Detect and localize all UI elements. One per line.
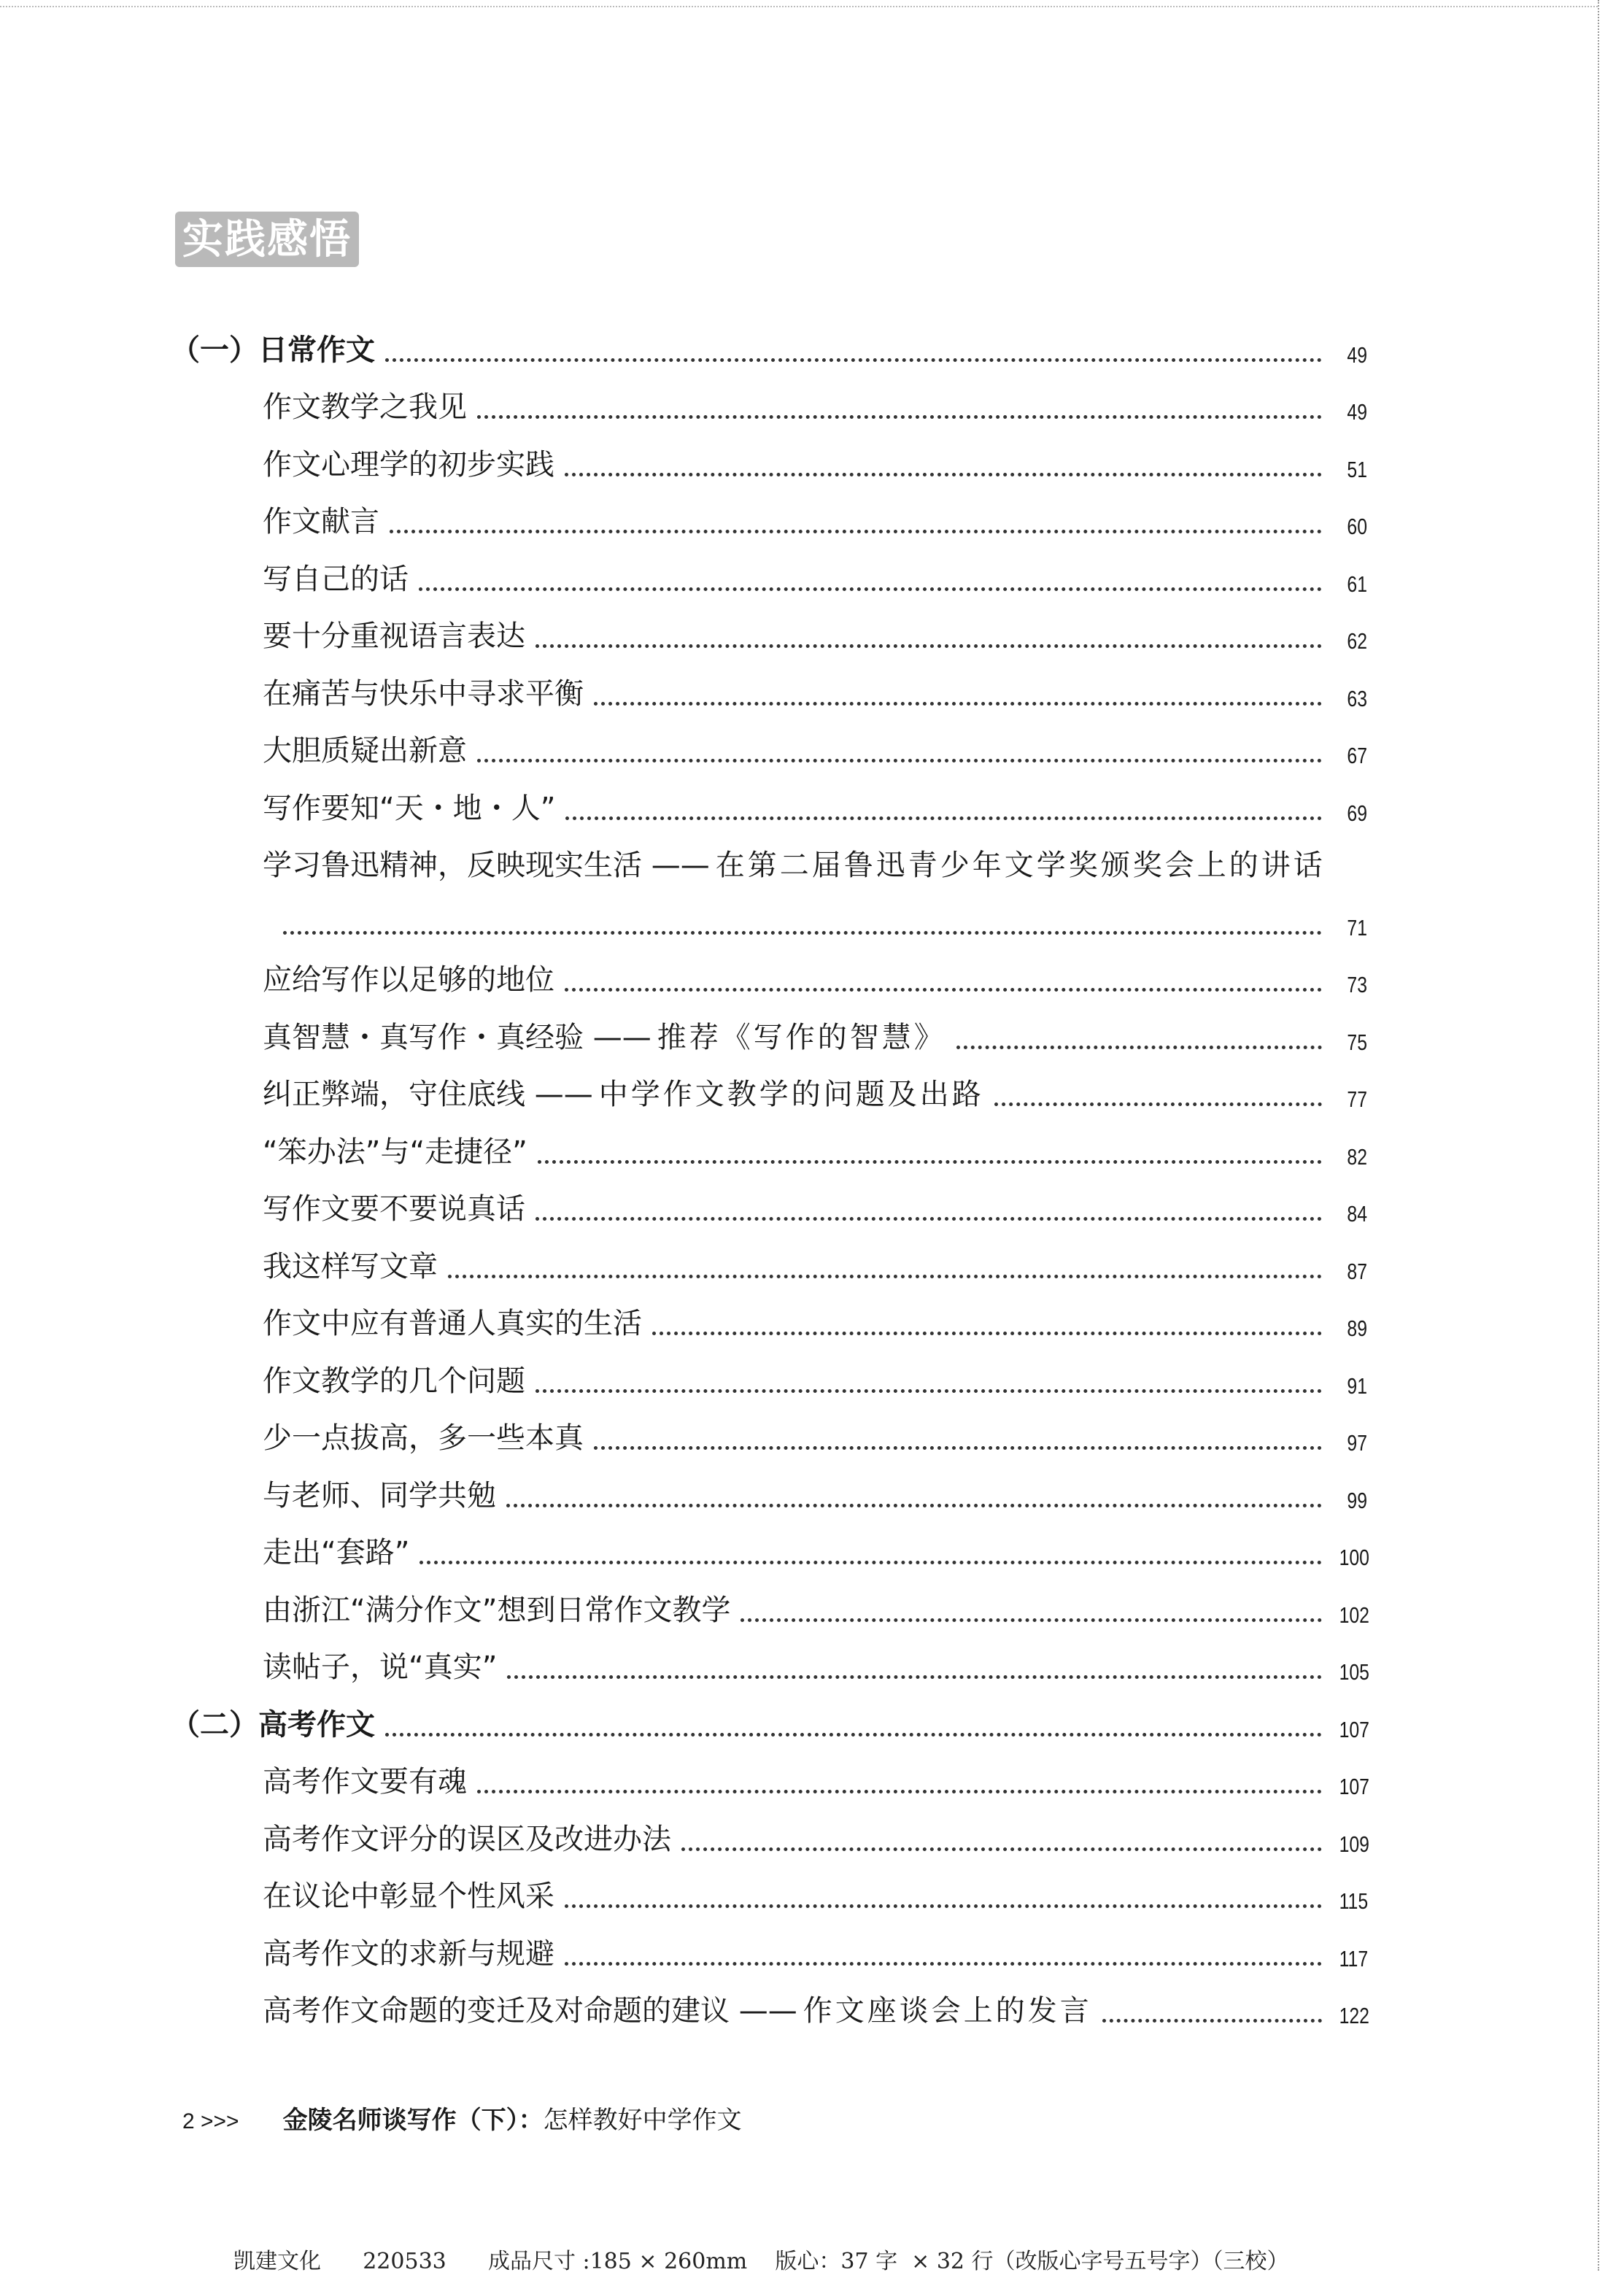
toc-page-number: 97	[1347, 1430, 1367, 1456]
toc-heading	[171, 1696, 1367, 1753]
toc-entry	[171, 1181, 1367, 1238]
toc-entry	[171, 1123, 1367, 1181]
toc-dot-leader	[565, 816, 1322, 820]
toc-page-number: 73	[1347, 972, 1367, 997]
toc-dot-leader	[594, 702, 1322, 706]
toc-page-number: 109	[1339, 1831, 1369, 1857]
toc-dot-leader	[283, 931, 1322, 935]
toc-entry-title: 要十分重视语言表达	[263, 619, 525, 653]
toc-entry	[171, 1868, 1367, 1926]
toc-dot-leader	[390, 530, 1322, 533]
toc-entry-title: 在议论中彰显个性风采	[263, 1880, 554, 1913]
toc-entry-title: 少一点拔高，多一些本真	[263, 1421, 584, 1455]
toc-entry-title: 写作要知“天・地・人”	[263, 791, 556, 825]
toc-entry-title: 应给写作以足够的地位	[263, 963, 554, 997]
toc-entry	[171, 722, 1367, 780]
toc-entry	[171, 1982, 1367, 2040]
toc-entry-subtitle: 作文座谈会上的发言	[803, 1994, 1092, 2028]
toc-page-number: 62	[1347, 628, 1367, 654]
toc-page-number: 91	[1347, 1372, 1367, 1399]
toc-entry	[171, 1295, 1367, 1353]
toc-entry-title: 走出“套路”	[263, 1536, 410, 1569]
toc-entry-title: 作文心理学的初步实践	[263, 447, 554, 482]
toc-entry	[171, 951, 1367, 1009]
toc-page-number: 89	[1347, 1316, 1367, 1341]
toc-entry-title: 真智慧・真写作・真经验 ——	[263, 1020, 651, 1054]
toc-dot-leader	[741, 1618, 1322, 1622]
toc-dot-leader	[565, 988, 1322, 992]
toc-dot-leader	[506, 1504, 1322, 1507]
toc-page-number: 61	[1347, 571, 1367, 597]
toc-entry-title: 大胆质疑出新意	[263, 734, 467, 768]
toc-page-number: 100	[1339, 1545, 1369, 1570]
toc-page-number: 99	[1347, 1487, 1367, 1513]
toc-entry	[171, 1639, 1367, 1696]
footer-book-title: 金陵名师谈写作（下）：	[282, 2106, 544, 2135]
toc-entry	[171, 1925, 1367, 1982]
section-title: 实践感悟	[175, 212, 359, 267]
toc-dot-leader	[507, 1675, 1322, 1679]
toc-dot-leader	[535, 1389, 1322, 1393]
toc-entry	[171, 1410, 1367, 1467]
toc-dot-leader	[535, 1217, 1322, 1221]
toc-page-number: 122	[1339, 2003, 1369, 2028]
toc-entry-title: 写自己的话	[263, 562, 409, 596]
toc-dot-leader	[565, 1904, 1322, 1908]
toc-dot-leader	[419, 1561, 1322, 1564]
toc-entry	[171, 1352, 1367, 1410]
toc-entry-title: 我这样写文章	[263, 1249, 438, 1283]
toc-entry	[171, 493, 1367, 551]
toc-entry	[171, 1066, 1367, 1124]
toc-entry-title: 高考作文评分的误区及改进办法	[263, 1822, 671, 1856]
toc-page-number: 82	[1347, 1143, 1367, 1170]
toc-dot-leader	[565, 1962, 1322, 1966]
toc-heading	[171, 321, 1367, 379]
toc-entry	[171, 1008, 1367, 1066]
toc-entry-title: 作文教学之我见	[263, 390, 467, 424]
toc-entry-title: 高考作文要有魂	[263, 1765, 467, 1799]
toc-entry-title: （二）高考作文	[171, 1707, 375, 1742]
toc-entry	[171, 550, 1367, 608]
footer-subtitle: 怎样教好中学作文	[543, 2106, 742, 2135]
toc-entry-title: 写作文要不要说真话	[263, 1192, 525, 1226]
toc-dot-leader	[385, 1733, 1322, 1737]
toc-dot-leader	[594, 1446, 1322, 1450]
toc-entry-title: 学习鲁迅精神，反映现实生活 ——	[263, 849, 710, 882]
toc-entry-subtitle: 在第二届鲁迅青少年文学奖颁奖会上的讲话	[715, 849, 1326, 882]
toc-page-number: 77	[1347, 1086, 1367, 1112]
toc-entry-title: 作文教学的几个问题	[263, 1364, 525, 1398]
toc-dot-leader	[448, 1275, 1322, 1278]
toc-page-number: 87	[1347, 1258, 1367, 1284]
toc-entry-title: （一）日常作文	[171, 333, 375, 367]
toc-page-number: 49	[1347, 341, 1367, 368]
toc-dot-leader	[1102, 2019, 1322, 2023]
table-of-contents	[171, 321, 1367, 2039]
toc-page-number: 63	[1347, 685, 1367, 711]
toc-page-number: 102	[1339, 1602, 1369, 1628]
toc-entry-title: 读帖子，说“真实”	[263, 1650, 498, 1684]
toc-entry-title: 由浙江“满分作文”想到日常作文教学	[263, 1593, 731, 1627]
crop-mark-right	[1598, 0, 1599, 2271]
toc-dot-leader	[477, 759, 1322, 762]
toc-entry	[171, 1237, 1367, 1295]
toc-page-number: 51	[1347, 456, 1367, 482]
toc-page-number: 67	[1347, 743, 1367, 768]
toc-entry	[171, 379, 1367, 436]
toc-entry	[171, 1524, 1367, 1582]
toc-dot-leader	[956, 1046, 1322, 1049]
toc-entry	[171, 1810, 1367, 1868]
toc-dot-leader	[538, 1160, 1322, 1164]
toc-dot-leader	[419, 587, 1322, 591]
toc-entry-subtitle: 中学作文教学的问题及出路	[598, 1078, 984, 1111]
toc-dot-leader	[477, 1790, 1322, 1793]
toc-page-number: 107	[1339, 1716, 1369, 1742]
toc-page-number: 115	[1339, 1888, 1369, 1914]
toc-entry	[171, 665, 1367, 722]
toc-entry	[171, 1581, 1367, 1639]
toc-entry-title: 在痛苦与快乐中寻求平衡	[263, 676, 584, 711]
toc-dot-leader	[681, 1847, 1322, 1851]
toc-entry	[171, 436, 1367, 493]
toc-entry	[171, 779, 1367, 837]
toc-dot-leader	[385, 358, 1322, 362]
toc-dot-leader	[994, 1102, 1322, 1106]
toc-dot-leader	[565, 473, 1322, 476]
toc-dot-leader	[477, 415, 1322, 419]
toc-dot-leader	[535, 644, 1322, 648]
toc-entry-title: 作文献言	[263, 505, 379, 538]
toc-page-number: 117	[1339, 1945, 1369, 1971]
toc-page-number: 49	[1347, 399, 1367, 425]
footer-page-number: 2 >>>	[182, 2109, 239, 2133]
toc-entry-title: 与老师、同学共勉	[263, 1478, 496, 1513]
toc-entry	[171, 608, 1367, 665]
toc-entry-subtitle: 推荐《写作的智慧》	[657, 1020, 946, 1054]
toc-entry-title: “笨办法”与“走捷径”	[263, 1135, 527, 1169]
toc-entry	[171, 837, 1367, 895]
toc-page-number: 84	[1347, 1201, 1367, 1227]
toc-page-number: 69	[1347, 800, 1367, 826]
toc-page-number: 71	[1347, 914, 1367, 940]
toc-entry-title: 高考作文命题的变迁及对命题的建议 ——	[263, 1994, 797, 2028]
toc-page-number: 107	[1339, 1774, 1369, 1799]
toc-entry-title: 纠正弊端，守住底线 ——	[263, 1078, 593, 1111]
toc-entry	[171, 1467, 1367, 1524]
print-info-line: 凯建文化 220533 成品尺寸 :185 × 260mm 版心：37 字 × 32 行（改版心字号五号字）（三校）	[233, 2249, 1289, 2274]
toc-entry	[171, 894, 1367, 951]
toc-page-number: 105	[1339, 1659, 1369, 1685]
toc-page-number: 75	[1347, 1029, 1367, 1055]
running-footer	[182, 2100, 742, 2136]
toc-entry	[171, 1753, 1367, 1811]
toc-entry-title: 高考作文的求新与规避	[263, 1936, 554, 1971]
toc-entry-title: 作文中应有普通人真实的生活	[263, 1307, 642, 1340]
toc-page-number: 60	[1347, 514, 1367, 539]
crop-mark-top	[0, 6, 1598, 7]
toc-dot-leader	[652, 1332, 1322, 1335]
